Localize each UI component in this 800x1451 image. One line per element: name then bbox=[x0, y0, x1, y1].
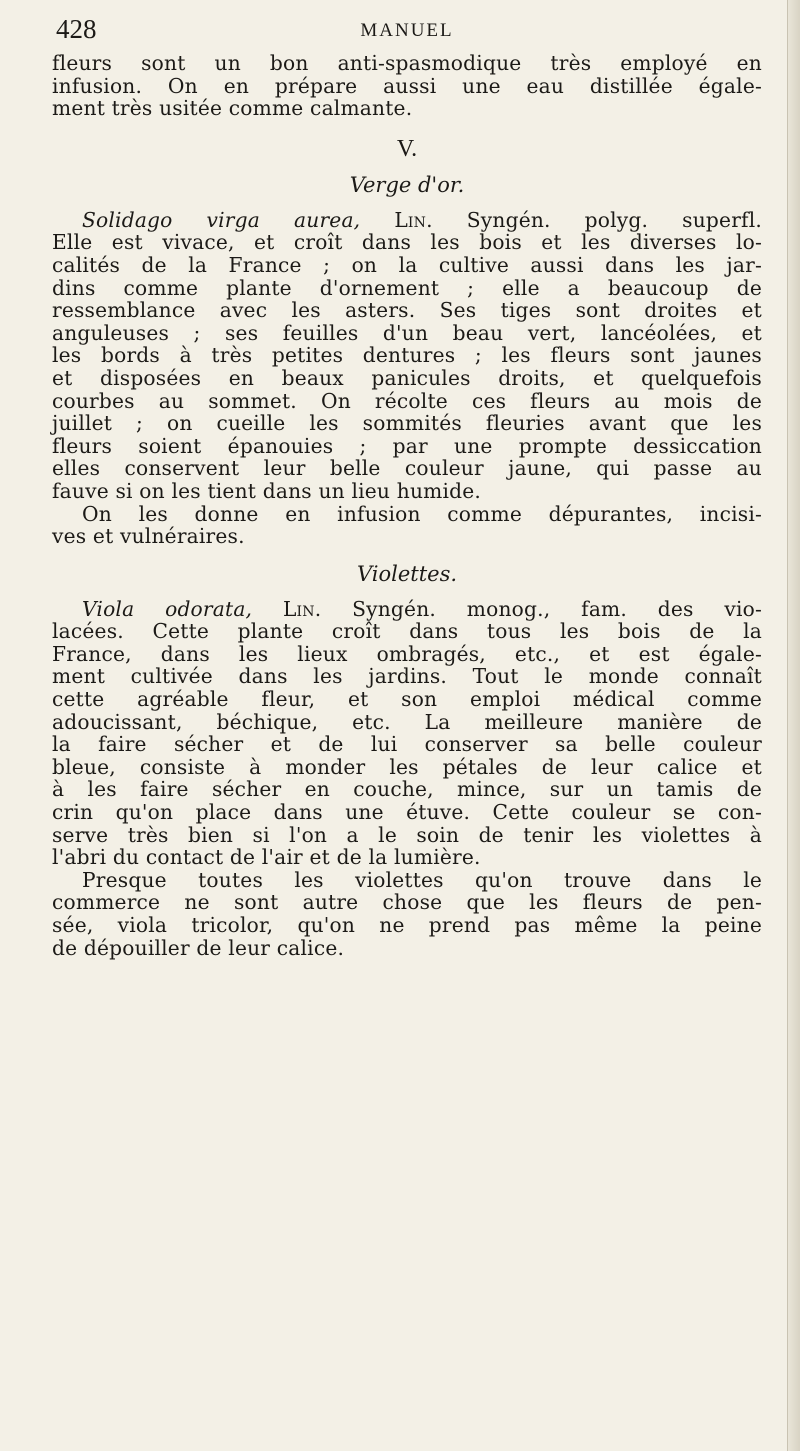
text-line: France, dans les lieux ombragés, etc., et est égale- bbox=[52, 641, 762, 666]
adjacent-page-edge bbox=[787, 0, 800, 1451]
section-number: V. bbox=[396, 135, 418, 162]
text-line bbox=[52, 598, 762, 621]
latin-name: Solidago virga aurea, bbox=[82, 207, 361, 232]
text-line: lacées. Cette plante croît dans tous les bois de la bbox=[52, 619, 762, 644]
text-line: la faire sécher et de lui conserver sa belle couleur bbox=[52, 732, 762, 757]
section-title-verge-dor: Verge d'or. bbox=[349, 172, 465, 197]
text-line: Elle est vivace, et croît dans les bois et les diverses lo- bbox=[52, 230, 762, 255]
text-line: crin qu'on place dans une étuve. Cette couleur se con- bbox=[52, 800, 762, 825]
text-line: sée, viola tricolor, qu'on ne prend pas même la peine bbox=[52, 913, 762, 937]
latin-name: Viola odorata, bbox=[82, 596, 253, 621]
text-line: calités de la France ; on la cultive aussi dans les jar- bbox=[52, 252, 762, 277]
text-line: elles conservent leur belle couleur jaune, qui passe au bbox=[52, 456, 762, 481]
text-fragment: Syngén. polyg. superfl. bbox=[432, 207, 762, 232]
text-line: fleurs sont un bon anti-spasmodique très employé en bbox=[52, 51, 762, 75]
text-line: de dépouiller de leur calice. bbox=[52, 935, 345, 960]
running-title: MANUEL bbox=[360, 20, 454, 41]
solidago-paragraph bbox=[52, 209, 762, 548]
running-head bbox=[52, 8, 762, 52]
text-line: infusion. On en prépare aussi une eau distillée égale- bbox=[52, 73, 762, 98]
text-line: les bords à très petites dentures ; les fleurs sont jaunes bbox=[52, 343, 762, 368]
text-line: adoucissant, béchique, etc. La meilleure manière de bbox=[52, 709, 762, 734]
text-line: On les donne en infusion comme dépurantes, incisi- bbox=[82, 501, 762, 526]
text-line: ment très usitée comme calmante. bbox=[52, 96, 413, 121]
text-line: cette agréable fleur, et son emploi médical comme bbox=[52, 687, 762, 712]
text-line: fleurs soient épanouies ; par une prompte dessiccation bbox=[52, 433, 762, 458]
text-line: bleue, consiste à monder les pétales de leur calice et bbox=[52, 754, 762, 779]
text-line: l'abri du contact de l'air et de la lumière. bbox=[52, 845, 481, 870]
text-line: dins comme plante d'ornement ; elle a beaucoup de bbox=[52, 275, 762, 300]
text-line bbox=[52, 209, 762, 232]
section-title-violettes: Violettes. bbox=[356, 561, 458, 586]
author-abbrev: Lin. bbox=[282, 596, 322, 621]
text-line: fauve si on les tient dans un lieu humide. bbox=[52, 478, 482, 503]
text-line: courbes au sommet. On récolte ces fleurs au mois de bbox=[52, 388, 762, 413]
text-line: commerce ne sont autre chose que les fleurs de pen- bbox=[52, 890, 762, 915]
text-line: Presque toutes les violettes qu'on trouve dans le bbox=[82, 867, 762, 892]
intro-paragraph bbox=[52, 52, 762, 120]
text-line: à les faire sécher en couche, mince, sur un tamis de bbox=[52, 777, 762, 802]
page-number: 428 bbox=[56, 14, 97, 44]
text-line: et disposées en beaux panicules droits, et quelquefois bbox=[52, 365, 762, 390]
author-abbrev: Lin. bbox=[394, 207, 433, 232]
text-line: juillet ; on cueille les sommités fleuries avant que les bbox=[52, 411, 762, 436]
text-line: anguleuses ; ses feuilles d'un beau vert, lancéolées, et bbox=[52, 320, 762, 345]
text-line: ves et vulnéraires. bbox=[52, 524, 245, 549]
text-line: serve très bien si l'on a le soin de tenir les violettes à bbox=[52, 822, 762, 847]
text-line: ment cultivée dans les jardins. Tout le monde connaît bbox=[52, 664, 762, 689]
viola-paragraph bbox=[52, 598, 762, 960]
text-fragment: Syngén. monog., fam. des vio- bbox=[321, 596, 762, 621]
text-line: ressemblance avec les asters. Ses tiges sont droites et bbox=[52, 298, 762, 323]
